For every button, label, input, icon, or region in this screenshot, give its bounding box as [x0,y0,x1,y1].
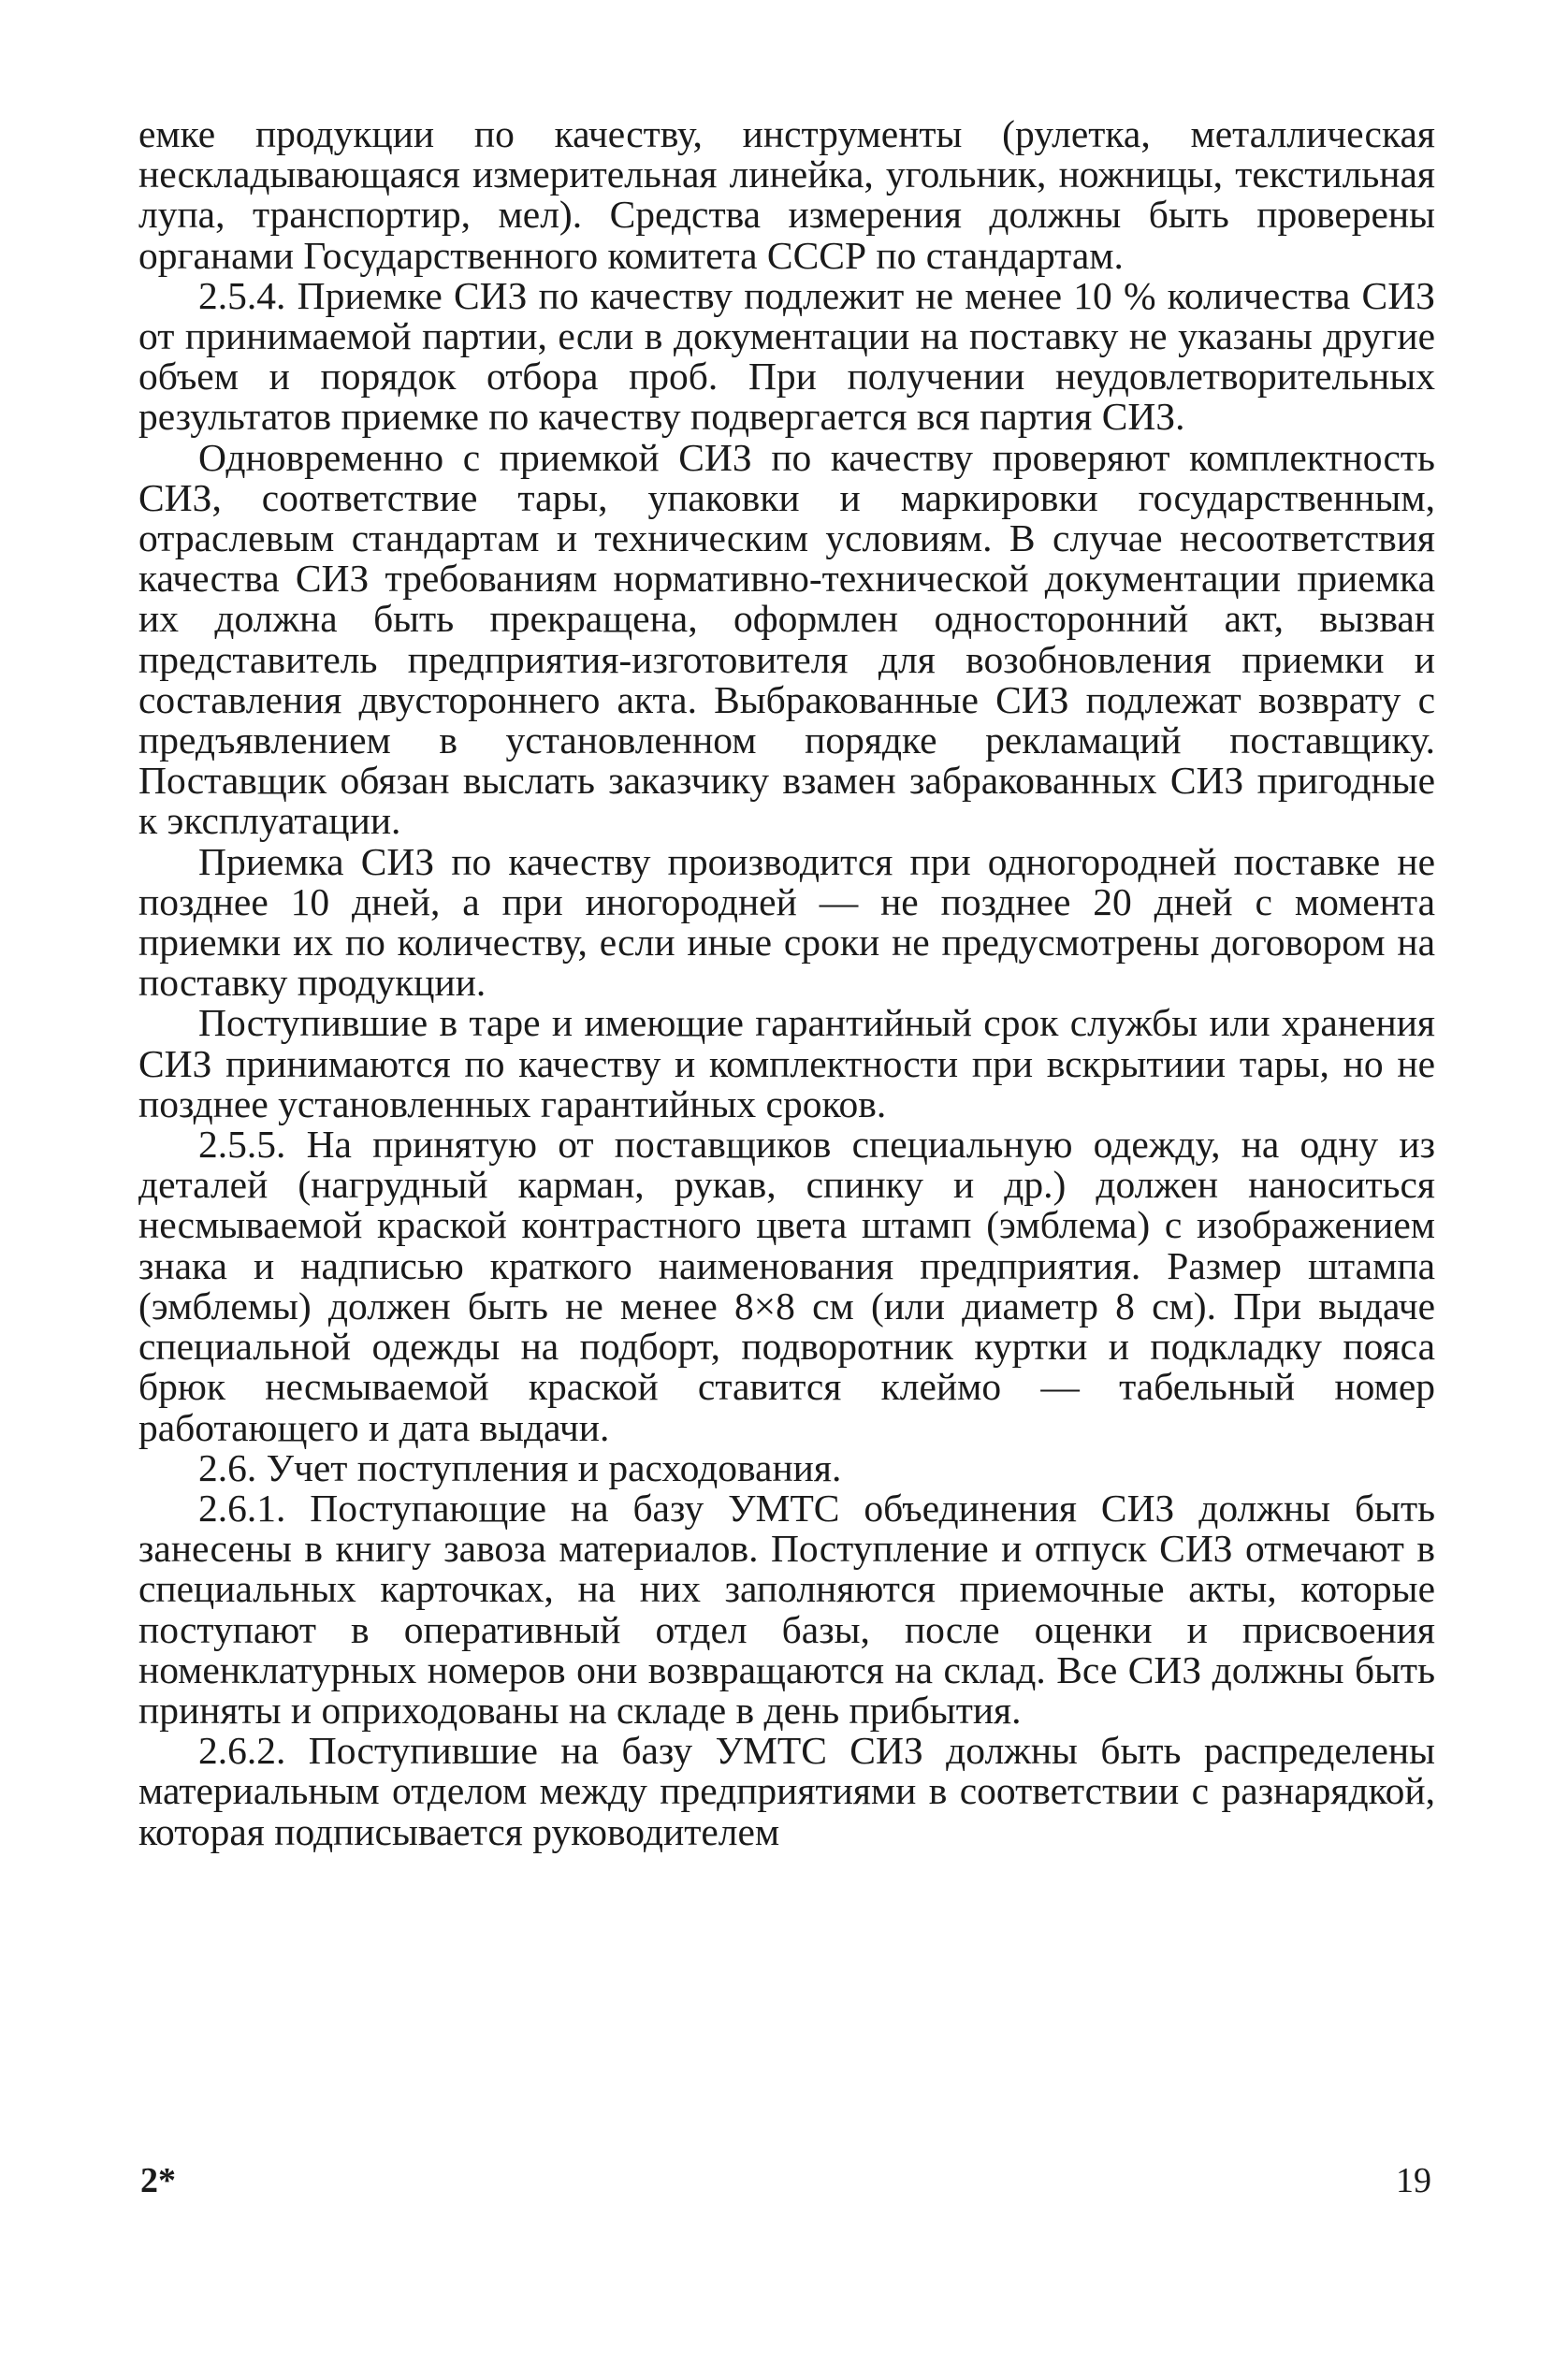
body-text [138,114,1435,1852]
paragraph-continuation: емке продукции по качеству, инструменты (рулетка, металлическая нескладывающаяся измерительная линейка, угольник, ножницы, текстильная лупа, транспортир, мел). Средства измерения должны быть проверены органами Государственного комитета СССР по стандартам. [138,112,1435,277]
paragraph-acceptance-terms: Приемка СИЗ по качеству производится при одногородней поставке не позднее 10 дней, а при иногородней — не позднее 20 дней с момента приемки их по количеству, если иные сроки не предусмотрены договором на поставку продукции. [138,839,1435,1005]
paragraph-2-6-1: 2.6.1. Поступающие на базу УМТС объединения СИЗ должны быть занесены в книгу завоза материалов. Поступление и отпуск СИЗ отмечают в специальных карточках, на них заполняются приемочные акты, которые поступают в оперативный отдел базы, после оценки и присвоения номенклатурных номеров они возвращаются на склад. Все СИЗ должны быть приняты и оприходованы на складе в день прибытия. [138,1486,1435,1732]
section-heading-2-6: 2.6. Учет поступления и расходования. [198,1445,842,1489]
paragraph-completeness-check: Одновременно с приемкой СИЗ по качеству проверяют комплектность СИЗ, соответствие тары, упаковки и маркировки государственным, отраслевым стандартам и техническим условиям. В случае несоответствия качества СИЗ требованиям нормативно-технической документации приемка их должна быть прекращена, оформлен односторонний акт, вызван представитель предприятия-изготовителя для возобновления приемки и составления двустороннего акта. Выбракованные СИЗ подлежат возврату с предъявлением в установленном порядке рекламаций поставщику. Поставщик обязан выслать заказчику взамен забракованных СИЗ пригодные к эксплуатации. [138,435,1435,843]
paragraph-2-5-5: 2.5.5. На принятую от поставщиков специальную одежду, на одну из деталей (нагрудный карман, рукав, спинку и др.) должен наноситься несмываемой краской контрастного цвета штамп (эмблема) с изображением знака и надписью краткого наименования предприятия. Размер штампа (эмблемы) должен быть не менее 8×8 см (или диаметр 8 см). При выдаче специальной одежды на подборт, подворотник куртки и подкладку пояса брюк несмываемой краской ставится клеймо — табельный номер работающего и дата выдачи. [138,1123,1435,1449]
page-footer [138,2161,1435,2201]
document-page [138,114,1435,2294]
signature-mark: 2* [140,2161,176,2200]
page-number: 19 [1396,2161,1431,2200]
paragraph-2-5-4: 2.5.4. Приемке СИЗ по качеству подлежит не менее 10 % количества СИЗ от принимаемой партии, если в документации на поставку не указаны другие объем и порядок отбора проб. При получении неудовлетворительных результатов приемке по качеству подвергается вся партия СИЗ. [138,273,1435,439]
paragraph-2-6-2: 2.6.2. Поступившие на базу УМТС СИЗ должны быть распределены материальным отделом между предприятиями в соответствии с разнарядкой, которая подписывается руководителем [138,1729,1435,1853]
paragraph-warranty-items: Поступившие в таре и имеющие гарантийный срок службы или хранения СИЗ принимаются по качеству и комплектности при вскрытиии тары, но не позднее установленных гарантийных сроков. [138,1001,1435,1125]
